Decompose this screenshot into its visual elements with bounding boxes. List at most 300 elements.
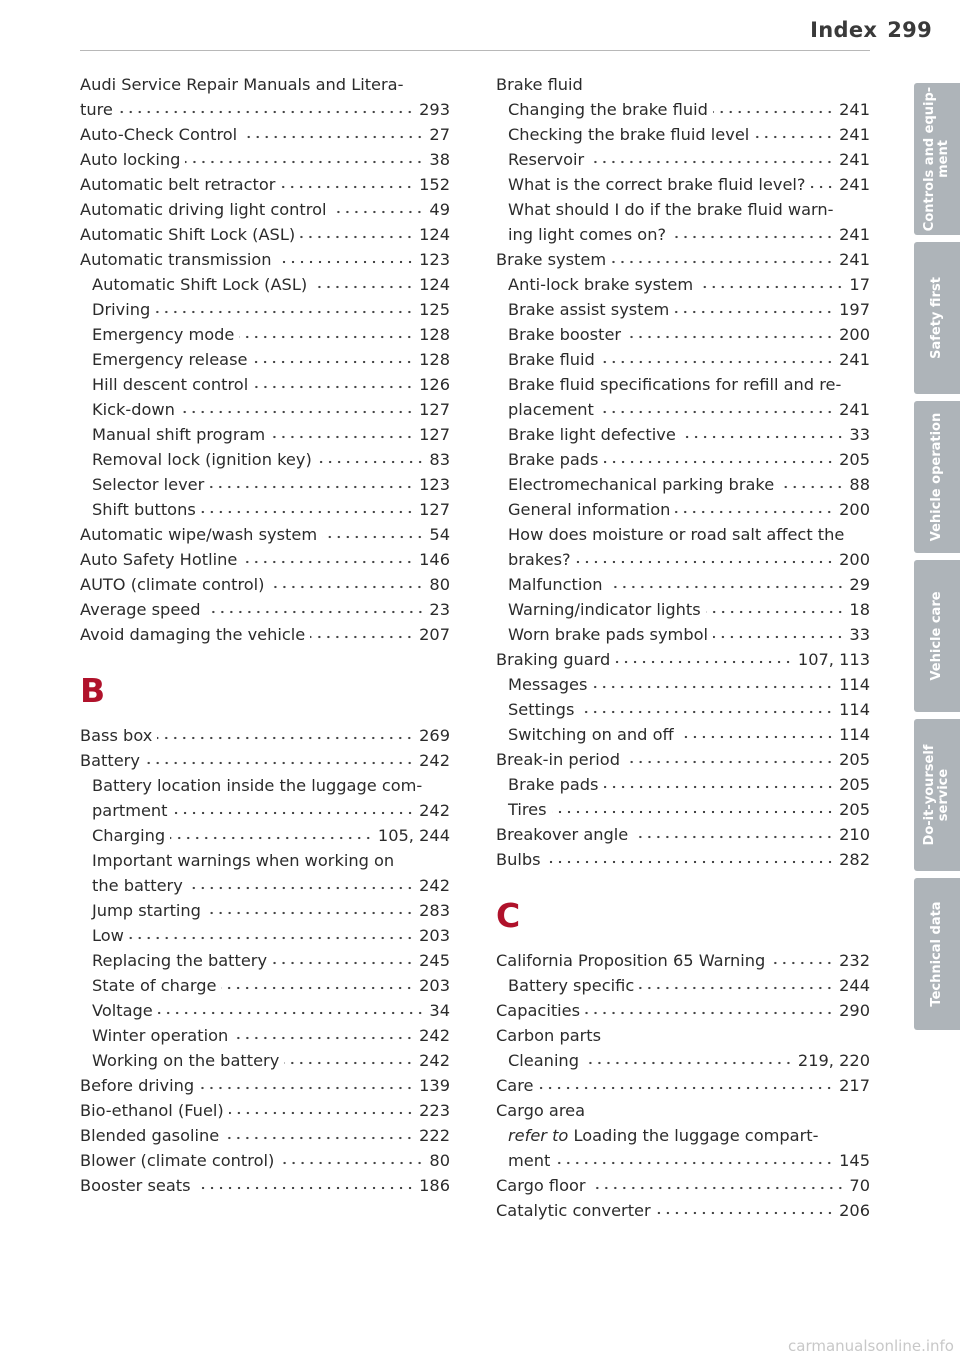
entry-label: Break-in period (496, 750, 620, 769)
index-entry (80, 247, 450, 272)
entry-page: 146 (419, 550, 450, 569)
entry-page: 200 (839, 550, 870, 569)
dot-leader (579, 707, 834, 715)
entry-label: Auto-Check Control (80, 125, 238, 144)
dot-leader (277, 257, 415, 265)
chapter-tab[interactable] (914, 242, 960, 394)
entry-label: California Proposition 65 Warning (496, 951, 766, 970)
entry-label: Driving (92, 300, 151, 319)
entry-label: ing light comes on? (508, 225, 667, 244)
entry-page: 105, 244 (377, 826, 450, 845)
entry-label: Cargo area (496, 1101, 586, 1120)
index-subentry (496, 772, 870, 797)
entry-label: Bass box (80, 726, 153, 745)
dot-leader (674, 307, 834, 315)
entry-label (508, 1123, 818, 1148)
entry-page: 124 (419, 275, 450, 294)
entry-label: ture (80, 100, 113, 119)
entry-page: 203 (419, 926, 450, 945)
index-subentry (496, 147, 870, 172)
entry-label: placement (508, 400, 594, 419)
dot-leader (221, 983, 414, 991)
chapter-tab[interactable] (914, 401, 960, 553)
dot-leader (779, 482, 844, 490)
dot-leader (129, 933, 414, 941)
index-entry (496, 647, 870, 672)
index-subentry (496, 597, 870, 622)
dot-leader (639, 983, 834, 991)
dot-leader (754, 132, 834, 140)
dot-leader (770, 958, 834, 966)
entry-page: 219, 220 (797, 1051, 870, 1070)
dot-leader (180, 407, 414, 415)
dot-leader (592, 682, 834, 690)
entry-label: ment (508, 1151, 551, 1170)
entry-label: Manual shift program (92, 425, 266, 444)
entry-label: Low (92, 926, 124, 945)
entry-label: the battery (92, 876, 183, 895)
dot-leader (206, 607, 425, 615)
entry-label: Battery specific (508, 976, 635, 995)
entry-page: 123 (419, 475, 450, 494)
index-subentry (496, 422, 870, 447)
dot-leader (252, 357, 414, 365)
entry-label: Checking the brake fluid level (508, 125, 750, 144)
entry-page: 128 (419, 325, 450, 344)
index-subentry (496, 222, 870, 247)
index-subentry (80, 297, 450, 322)
entry-label: Booster seats (80, 1176, 191, 1195)
index-entry (80, 72, 450, 97)
index-column-right (496, 72, 870, 1223)
letter-heading: C (496, 896, 521, 935)
entry-label: Catalytic converter (496, 1201, 651, 1220)
index-subentry (496, 622, 870, 647)
entry-label: Removal lock (ignition key) (92, 450, 312, 469)
dot-leader (633, 832, 834, 840)
index-entry (80, 748, 450, 773)
entry-label: Emergency release (92, 350, 248, 369)
dot-leader (269, 582, 424, 590)
dot-leader (173, 808, 415, 816)
entry-label: Before driving (80, 1076, 195, 1095)
entry-label: Brake system (496, 250, 607, 269)
entry-page: 241 (839, 125, 870, 144)
dot-leader (284, 1058, 414, 1066)
chapter-tab-label: Vehicle care (929, 591, 944, 681)
entry-page: 126 (419, 375, 450, 394)
entry-page: 206 (839, 1201, 870, 1220)
entry-page: 145 (839, 1151, 870, 1170)
index-subentry (80, 497, 450, 522)
dot-leader (679, 732, 834, 740)
dot-leader (546, 857, 835, 865)
entry-page: 293 (419, 100, 450, 119)
dot-leader (600, 357, 834, 365)
entry-label: Kick-down (92, 400, 175, 419)
index-subentry (496, 1123, 870, 1148)
entry-label: Braking guard (496, 650, 611, 669)
index-subentry (80, 272, 450, 297)
dot-leader (811, 182, 835, 190)
entry-page: 203 (419, 976, 450, 995)
index-subentry (80, 372, 450, 397)
index-entry (80, 1123, 450, 1148)
index-entry (496, 1098, 870, 1123)
entry-page: 124 (419, 225, 450, 244)
dot-leader (599, 407, 834, 415)
entry-label: Auto Safety Hotline (80, 550, 238, 569)
entry-label: brakes? (508, 550, 571, 569)
index-entry (496, 1073, 870, 1098)
entry-page: 127 (419, 500, 450, 519)
chapter-tab[interactable] (914, 878, 960, 1030)
entry-label: Bio-ethanol (Fuel) (80, 1101, 224, 1120)
dot-leader (253, 382, 414, 390)
entry-label: Battery location inside the luggage com- (92, 776, 423, 795)
entry-label: Blower (climate control) (80, 1151, 275, 1170)
entry-label: Winter operation (92, 1026, 229, 1045)
dot-leader (589, 157, 834, 165)
index-entry (80, 222, 450, 247)
index-subentry (496, 447, 870, 472)
dot-leader (206, 908, 414, 916)
entry-label: Brake light defective (508, 425, 676, 444)
entry-label: Emergency mode (92, 325, 235, 344)
index-entry (496, 948, 870, 973)
index-entry (496, 747, 870, 772)
entry-page: 127 (419, 425, 450, 444)
entry-page: 125 (419, 300, 450, 319)
header-rule (80, 50, 870, 51)
entry-label: Breakover angle (496, 825, 629, 844)
entry-label: Auto locking (80, 150, 181, 169)
index-subentry (496, 547, 870, 572)
dot-leader (552, 807, 835, 815)
entry-label: Jump starting (92, 901, 201, 920)
entry-label: Charging (92, 826, 166, 845)
dot-leader (229, 1108, 414, 1116)
entry-page: 222 (419, 1126, 450, 1145)
dot-leader (158, 1008, 425, 1016)
index-subentry (496, 472, 870, 497)
entry-page: 18 (849, 600, 870, 619)
index-entry (80, 172, 450, 197)
entry-page: 38 (429, 150, 450, 169)
index-entry (80, 547, 450, 572)
dot-leader (713, 107, 834, 115)
dot-leader (681, 432, 845, 440)
dot-leader (242, 557, 414, 565)
index-entry (80, 1173, 450, 1198)
index-entry (80, 622, 450, 647)
dot-leader (584, 1058, 793, 1066)
entry-page: 54 (429, 525, 450, 544)
entry-page: 34 (429, 1001, 450, 1020)
entry-label: AUTO (climate control) (80, 575, 265, 594)
entry-label: General information (508, 500, 671, 519)
dot-leader (272, 958, 414, 966)
dot-leader (604, 457, 835, 465)
dot-leader (170, 833, 373, 841)
entry-page: 80 (429, 1151, 450, 1170)
index-subentry (80, 773, 450, 798)
index-subentry (496, 197, 870, 222)
entry-label: Capacities (496, 1001, 581, 1020)
entry-label: partment (92, 801, 168, 820)
entry-page: 80 (429, 575, 450, 594)
index-subentry (80, 823, 450, 848)
chapter-tab-label: Technical data (929, 901, 944, 1007)
dot-leader (331, 207, 424, 215)
index-subentry (80, 998, 450, 1023)
entry-page: 205 (839, 775, 870, 794)
index-entry (496, 72, 870, 97)
entry-label: Brake fluid (508, 350, 595, 369)
index-entry (80, 723, 450, 748)
entry-label: Malfunction (508, 575, 603, 594)
index-subentry (80, 848, 450, 873)
entry-label: Cleaning (508, 1051, 579, 1070)
dot-leader (555, 1158, 834, 1166)
dot-leader (591, 1183, 845, 1191)
dot-leader (199, 1083, 414, 1091)
entry-label: How does moisture or road salt affect the (508, 525, 845, 544)
dot-leader (626, 332, 834, 340)
cross-reference: refer to (508, 1126, 569, 1145)
entry-label-text: Loading the luggage compart- (573, 1126, 819, 1145)
chapter-tab-label: Safety first (929, 277, 944, 359)
entry-label: Changing the brake fluid (508, 100, 708, 119)
entry-label: Cargo floor (496, 1176, 586, 1195)
entry-label: Brake pads (508, 450, 599, 469)
entry-page: 197 (839, 300, 870, 319)
index-subentry (496, 297, 870, 322)
dot-leader (270, 432, 414, 440)
entry-page: 245 (419, 951, 450, 970)
entry-page: 27 (429, 125, 450, 144)
entry-label: Hill descent control (92, 375, 249, 394)
entry-label: Electromechanical parking brake (508, 475, 775, 494)
index-entry (80, 522, 450, 547)
index-subentry (496, 672, 870, 697)
dot-leader (576, 557, 834, 565)
entry-page: 241 (839, 400, 870, 419)
dot-leader (312, 282, 414, 290)
index-subentry (80, 422, 450, 447)
entry-label: What should I do if the brake fluid warn- (508, 200, 834, 219)
entry-label: Brake pads (508, 775, 599, 794)
dot-leader (625, 757, 834, 765)
index-subentry (80, 397, 450, 422)
entry-page: 241 (839, 225, 870, 244)
index-entry (496, 822, 870, 847)
dot-leader (611, 257, 834, 265)
chapter-tab-label: Vehicle operation (929, 412, 944, 542)
entry-page: 242 (419, 876, 450, 895)
index-subentry (496, 97, 870, 122)
index-subentry (496, 397, 870, 422)
entry-page: 241 (839, 100, 870, 119)
entry-label: Automatic Shift Lock (ASL) (92, 275, 308, 294)
entry-page: 200 (839, 500, 870, 519)
entry-page: 241 (839, 250, 870, 269)
entry-page: 123 (419, 250, 450, 269)
entry-label: Replacing the battery (92, 951, 268, 970)
entry-label: Blended gasoline (80, 1126, 220, 1145)
dot-leader (585, 1008, 834, 1016)
entry-page: 88 (849, 475, 870, 494)
index-subentry (496, 172, 870, 197)
dot-leader (608, 582, 845, 590)
entry-page: 242 (419, 1051, 450, 1070)
entry-page: 23 (429, 600, 450, 619)
entry-label: Selector lever (92, 475, 205, 494)
entry-label: Automatic belt retractor (80, 175, 276, 194)
entry-page: 205 (839, 800, 870, 819)
entry-label: Average speed (80, 600, 201, 619)
entry-label: Bulbs (496, 850, 541, 869)
entry-page: 127 (419, 400, 450, 419)
dot-leader (280, 182, 414, 190)
watermark: carmanualsonline.info (788, 1337, 954, 1355)
entry-page: 114 (839, 725, 870, 744)
entry-page: 242 (419, 1026, 450, 1045)
entry-label: Brake assist system (508, 300, 670, 319)
entry-label: Brake fluid specifications for refill and re- (508, 375, 842, 394)
chapter-tab-label: Do-it-yourself service (922, 744, 951, 846)
entry-page: 83 (429, 450, 450, 469)
entry-label: Battery (80, 751, 140, 770)
entry-label: Automatic Shift Lock (ASL) (80, 225, 296, 244)
index-subentry (80, 873, 450, 898)
entry-page: 207 (419, 625, 450, 644)
section-title: Index (810, 18, 878, 42)
entry-page: 205 (839, 750, 870, 769)
dot-leader (188, 883, 414, 891)
index-column-left (80, 72, 450, 1198)
index-subentry (496, 1048, 870, 1073)
entry-page: 290 (839, 1001, 870, 1020)
index-subentry (496, 322, 870, 347)
entry-page: 139 (419, 1076, 450, 1095)
index-subentry (80, 347, 450, 372)
entry-label: Anti-lock brake system (508, 275, 694, 294)
entry-label: Automatic driving light control (80, 200, 327, 219)
entry-label: Shift buttons (92, 500, 196, 519)
dot-leader (201, 507, 414, 515)
dot-leader (196, 1183, 415, 1191)
entry-page: 205 (839, 450, 870, 469)
entry-page: 241 (839, 150, 870, 169)
entry-page: 210 (839, 825, 870, 844)
entry-page: 186 (419, 1176, 450, 1195)
dot-leader (239, 332, 414, 340)
index-entry (496, 847, 870, 872)
dot-leader (155, 307, 414, 315)
index-subentry (80, 1048, 450, 1073)
index-entry (496, 998, 870, 1023)
entry-label: Brake booster (508, 325, 622, 344)
chapter-tab[interactable] (914, 560, 960, 712)
entry-page: 241 (839, 175, 870, 194)
dot-leader (698, 282, 844, 290)
index-entry (496, 247, 870, 272)
dot-leader (279, 1158, 424, 1166)
index-entry (80, 597, 450, 622)
index-entry (80, 1098, 450, 1123)
chapter-tab[interactable] (914, 83, 960, 235)
chapter-tabs (914, 83, 960, 1037)
entry-label: Voltage (92, 1001, 153, 1020)
dot-leader (322, 532, 424, 540)
index-subentry (496, 697, 870, 722)
entry-label: Important warnings when working on (92, 851, 395, 870)
entry-page: 114 (839, 675, 870, 694)
letter-heading: B (80, 671, 106, 710)
entry-label: Automatic wipe/wash system (80, 525, 318, 544)
dot-leader (671, 232, 834, 240)
dot-leader (224, 1133, 414, 1141)
index-subentry (496, 722, 870, 747)
entry-page: 282 (839, 850, 870, 869)
entry-label: Settings (508, 700, 575, 719)
index-subentry (496, 1148, 870, 1173)
entry-page: 232 (839, 951, 870, 970)
index-subentry (496, 522, 870, 547)
dot-leader (145, 758, 414, 766)
index-entry (80, 1148, 450, 1173)
entry-label: Messages (508, 675, 588, 694)
index-subentry (80, 973, 450, 998)
page-header (810, 18, 932, 42)
entry-page: 152 (419, 175, 450, 194)
entry-page: 128 (419, 350, 450, 369)
entry-label: Automatic transmission (80, 250, 272, 269)
index-subentry (496, 497, 870, 522)
entry-label: Avoid damaging the vehicle (80, 625, 306, 644)
entry-label: Tires (508, 800, 547, 819)
index-subentry (80, 1023, 450, 1048)
index-entry (496, 1198, 870, 1223)
index-subentry (496, 797, 870, 822)
dot-leader (713, 632, 844, 640)
index-subentry (80, 923, 450, 948)
chapter-tab[interactable] (914, 719, 960, 871)
index-subentry (80, 447, 450, 472)
index-entry (496, 1173, 870, 1198)
entry-page: 70 (849, 1176, 870, 1195)
index-entry (80, 572, 450, 597)
dot-leader (675, 507, 834, 515)
dot-leader (656, 1208, 834, 1216)
entry-page: 17 (849, 275, 870, 294)
entry-label: Reservoir (508, 150, 585, 169)
index-entry (80, 147, 450, 172)
dot-leader (317, 457, 425, 465)
index-subentry (80, 948, 450, 973)
index-entry (80, 122, 450, 147)
entry-page: 29 (849, 575, 870, 594)
entry-page: 283 (419, 901, 450, 920)
entry-page: 33 (849, 625, 870, 644)
entry-page: 200 (839, 325, 870, 344)
entry-page: 223 (419, 1101, 450, 1120)
dot-leader (615, 657, 793, 665)
entry-label: Brake fluid (496, 75, 583, 94)
entry-page: 244 (839, 976, 870, 995)
chapter-tab-label: Controls and equip- ment (922, 86, 951, 232)
